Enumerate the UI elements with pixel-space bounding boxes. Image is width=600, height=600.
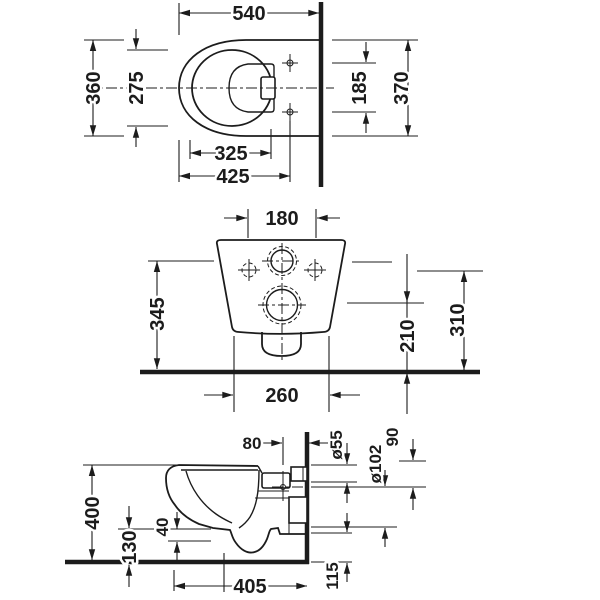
- fixing-hole-bottom: [282, 103, 298, 121]
- dim-540-label: 540: [232, 3, 266, 25]
- outlet-pipe-stub: [289, 497, 307, 523]
- fixing-hole-left: [238, 259, 260, 281]
- dim-130-label: 130: [119, 530, 141, 564]
- dim-425-label: 425: [216, 166, 250, 188]
- dim-360: [83, 40, 124, 136]
- dim-80: [243, 434, 330, 465]
- dim-40-label: 40: [153, 517, 172, 537]
- dim-210: [347, 254, 424, 414]
- dim-370-label: 370: [391, 71, 413, 105]
- fixing-hole-top: [282, 54, 298, 72]
- dim-40: [153, 512, 211, 560]
- dim-210-label: 210: [397, 319, 419, 353]
- dim-325-label: 325: [214, 143, 248, 165]
- top-view: [83, 2, 418, 188]
- dim-90: [383, 428, 426, 510]
- dim-80-label: 80: [242, 434, 262, 453]
- dim-310-label: 310: [447, 303, 469, 337]
- dim-370: [332, 40, 418, 136]
- dim-185-label: 185: [349, 71, 371, 105]
- dim-180-label: 180: [265, 208, 299, 230]
- dim-310: [417, 271, 483, 370]
- seat-hinge-block: [262, 473, 290, 488]
- front-view: [140, 208, 483, 414]
- side-view: [65, 428, 426, 598]
- dim-345-label: 345: [147, 297, 169, 331]
- dim-360-label: 360: [83, 71, 105, 105]
- dim-115: [311, 513, 352, 590]
- fixing-hole-right: [304, 259, 326, 281]
- dim-260-label: 260: [265, 385, 299, 407]
- dim-400-label: 400: [82, 496, 104, 530]
- dim-115-label: 115: [323, 562, 342, 590]
- dim-55: [311, 430, 357, 503]
- front-view-object: [140, 240, 480, 372]
- dim-180: [224, 208, 340, 238]
- dim-90-label: 90: [383, 427, 402, 447]
- dim-185: [332, 42, 376, 133]
- dim-540: [179, 3, 319, 35]
- inner-back-curve: [239, 470, 259, 528]
- flush-inlet-stub: [291, 467, 307, 481]
- dim-102-label: ø102: [366, 444, 385, 484]
- dim-55-label: ø55: [327, 430, 346, 460]
- dim-275-label: 275: [126, 71, 148, 105]
- dim-405-label: 405: [233, 576, 267, 598]
- inner-front-curve: [186, 471, 232, 523]
- dim-345: [147, 261, 214, 369]
- top-view-object: [86, 2, 334, 187]
